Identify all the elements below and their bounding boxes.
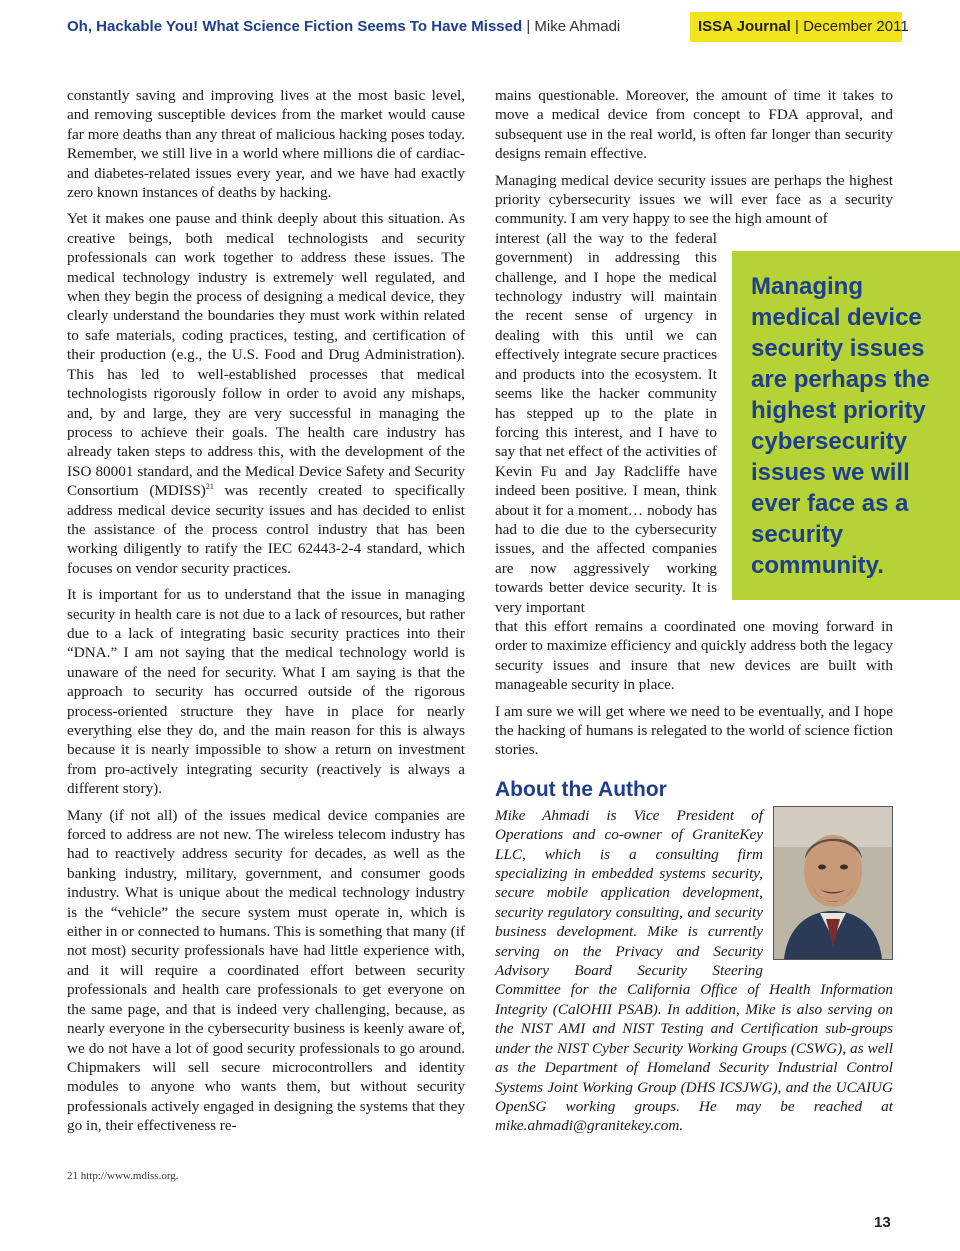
left-column (67, 86, 465, 1143)
pull-quote-text: Managing medical device security issues are perhaps the highest priority cybersecurity issues we will ever face as a security community. (751, 273, 930, 579)
footnote (67, 1170, 179, 1182)
about-author-heading: About the Author (495, 777, 667, 801)
article-title: Oh, Hackable You! What Science Fiction Seems To Have Missed (67, 18, 523, 35)
author-photo (773, 806, 893, 960)
right-paragraph-2-wrapped: interest (all the way to the federal government) in addressing this challenge, and I hope the medical technology industry will maintain the recent sense of urgency in dealing with this until we can effectively integrate secure practices and products into the ecosystem. It seems like the hacker community has stepped up to the plate in forcing this interest, and I have to say that net effect of the activities of Kevin Fu and Jay Radcliffe have indeed been positive. I mean, think about it for a moment… nobody has had to die due to the cybersecurity issues, and the affected companies are now aggressively working towards better device security. It is very important (495, 229, 717, 616)
left-paragraph-1: constantly saving and improving lives at the most basic level, and removing susceptible devices from the market would cause far more deaths than any threat of malicious hacking poses today. Remember, we still live in a world where millions die of cardiac- and diabetes-related issues every year, and we have had exactly zero known instances of deaths by hacking. (67, 87, 465, 202)
running-title (67, 12, 620, 42)
journal-banner (690, 12, 909, 42)
footnote-text: http://www.mdiss.org. (80, 1170, 179, 1182)
footnote-ref: 21 (205, 482, 214, 492)
author-bio-text: Mike Ahmadi is Vice President of Operations and co-owner of GraniteKey LLC, which is a consulting firm specializing in embedded systems security, secure mobile application development, security regulatory consulting, and security business development. Mike is currently serving on the Privacy and Security Advisory Board Security Steering Committee for the California Office of Health Information Integrity (CalOHII PSAB). In addition, Mike is also serving on the NIST AMI and NIST Testing and Certification sub-groups under the NIST Cyber Security Working Groups (CSWG), as well as the Department of Homeland Security Industrial Control Systems Joint Working Group (DHS ICSJWG), and the UCAIUG OpenSG working groups. He may be reached at mike.ahmadi@granitekey.com. (495, 806, 893, 1135)
author-portrait-illustration (774, 807, 892, 959)
left-paragraph-3: It is important for us to understand that the issue in managing security in health care is not due to a lack of resources, but rather due to a lack of integrating basic security practices into their “DNA.” I am not saying that the medical technology world is unaware of the need for security. What I am saying is that the approach to security has occurred outside of the rigorous process-oriented structure they have in place for nearly everything else they do, and the main reason for this is always because it is nearly impossible to show a return on investment from pro-actively integrating security (reactively is always a different story). (67, 586, 465, 798)
right-paragraph-2-end: that this effort remains a coordinated one moving forward in order to maximize efficiency and quickly address both the legacy security issues and insure that new devices are built with manageable security in place. (495, 617, 893, 694)
header-separator-2: | (794, 18, 799, 35)
journal-name: ISSA Journal (698, 18, 791, 35)
header-separator: | (526, 18, 531, 35)
right-paragraph-2-part-a: Managing medical device security issues are perhaps the highest priority cybersecurity issues we will ever face as a security community. I am very happy to see the high amount of (495, 171, 893, 228)
left-paragraph-2-part-a: Yet it makes one pause and think deeply about this situation. As creative beings, both medical technologists and security professionals can work together to address these issues. The medical technology industry is extremely well regulated, and when they begin the process of designing a medical device, they clearly understand the boundaries they must work within related to safe materials, coding practices, testing, and certification of their production (e.g., the U.S. Food and Drug Administration). This has led to well-established processes that medical technologists rigorously follow in order to avoid any mishaps, and, by and large, they are very successful in managing the process to achieve their goals. The health care industry has already taken steps to address this, with the development of the ISO 80001 standard, and the Medical Device Safety and Security Consortium (MDISS) (67, 210, 465, 500)
right-paragraph-2 (495, 171, 893, 229)
journal-issue: December 2011 (803, 18, 909, 35)
pull-quote (732, 251, 960, 600)
right-column (495, 86, 893, 1136)
right-paragraph-1: mains questionable. Moreover, the amount of time it takes to move a medical device from concept to FDA approval, and subsequent use in the real world, is often far longer than security designs remain effective. (495, 87, 893, 163)
left-paragraph-4: Many (if not all) of the issues medical device companies are forced to address are not new. The wireless telecom industry has had to reactively address security for decades, as well as the banking industry, military, government, and consumer goods industry. What is unique about the medical technology industry is the “vehicle” the secure system must operate in, which is either in or connected to humans. This is something that many (if not most) security professionals have had little experience with, and it will require a coordinated effort between security professionals and health care professionals to get everyone on the same page, and that is indeed very challenging, because, as nearly everyone in the cybersecurity business is keenly aware of, we do not have a lot of good security professionals to go around. Chipmakers will sell secure microcontrollers and identity modules to anyone who wants them, but without security professionals actively engaged in designing the systems that they go in, their effectiveness re- (67, 806, 465, 1135)
footnote-number: 21 (67, 1170, 78, 1182)
left-paragraph-2 (67, 209, 465, 578)
left-paragraph-2-part-b: was recently created to specifically address medical device security issues and has decided to enlist the assistance of the process control industry that has been working diligently to ratify the IEC 62443-2-4 standard, which focuses on vendor security practices. (67, 482, 465, 577)
page-header (0, 12, 909, 42)
header-author: Mike Ahmadi (534, 18, 621, 35)
right-paragraph-3: I am sure we will get where we need to be eventually, and I hope the hacking of humans is relegated to the world of science fiction stories. (495, 702, 893, 759)
author-bio (495, 806, 893, 1136)
page-number: 13 (874, 1214, 891, 1231)
